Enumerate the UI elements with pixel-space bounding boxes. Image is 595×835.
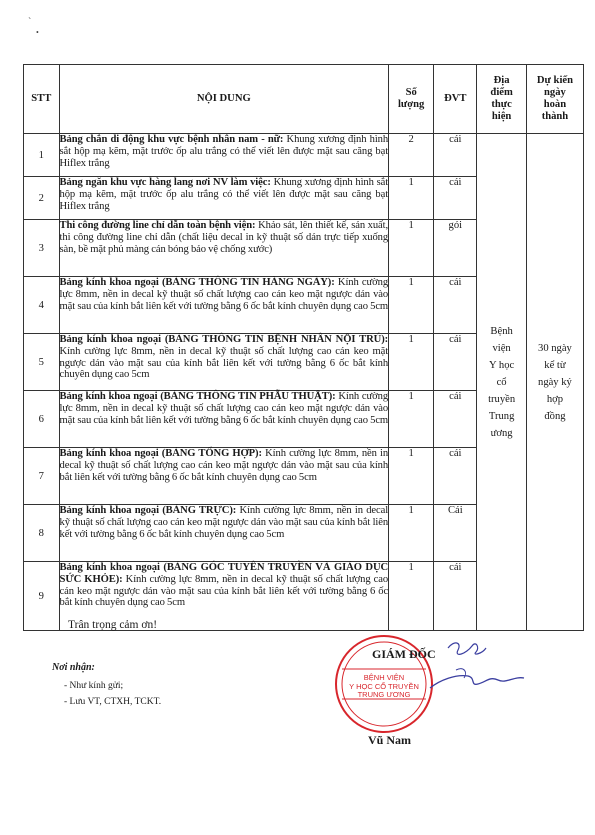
header-place: Địa điểm thực hiện xyxy=(477,65,527,134)
item-title: Bảng kính khoa ngoại (BẢNG THÔNG TIN HÀNG NGÀY): xyxy=(59,277,335,288)
row-unit: gói xyxy=(434,220,477,277)
row-content xyxy=(59,277,389,334)
scan-dot: • xyxy=(36,28,39,37)
item-description: Kính cường lực 8mm, nền in decal kỹ thuật số chất lượng cao cán keo mặt ngược dán vào mặt sau của kính bắt liên kết với tường bằng 6 ốc bắt kính chuyên dụng cao 5cm xyxy=(59,573,389,609)
row-number: 8 xyxy=(24,505,60,562)
expected-completion: 30 ngày kể từ ngày ký hợp đồng xyxy=(526,134,583,631)
row-quantity: 1 xyxy=(389,177,434,220)
item-title: Bảng ngăn khu vực hàng lang nơi NV làm việc: xyxy=(59,177,271,188)
row-quantity: 1 xyxy=(389,334,434,391)
recipients-title: Nơi nhận: xyxy=(52,662,95,673)
handwritten-signature xyxy=(420,636,560,706)
row-quantity: 2 xyxy=(389,134,434,177)
item-description: Kính cường lực 8mm, nền in decal kỹ thuật số chất lượng cao cán keo mặt ngược dán vào mặt sau của kính bắt liên kết với tường bằng 6 ốc bắt kính chuyên dụng cao 5cm xyxy=(59,277,389,312)
item-description: Khung xương định hình sắt hộp mạ kẽm, mặt trước ốp alu trắng có thể viết lên được mặt sau căng bạt Hiflex trắng xyxy=(59,177,389,212)
row-quantity: 1 xyxy=(389,505,434,562)
item-description: Kính cường lực 8mm, nền in decal kỹ thuật số chất lượng cao cán keo mặt ngược dán vào mặt sau của kính bắt liên kết với tường bằng 6 ốc bắt kính chuyên dụng cao 5cm xyxy=(59,505,389,540)
recipient-item: - Lưu VT, CTXH, TCKT. xyxy=(64,697,162,707)
row-unit: cái xyxy=(434,134,477,177)
item-description: Khảo sát, lên thiết kế, sản xuất, thi công đường line chỉ dẫn (chất liệu decal in kỹ thuật số dán trực tiếp xuống sàn, bề mặt phủ màng cán bóng bảo vệ chống xước) xyxy=(59,220,389,255)
row-unit: cái xyxy=(434,177,477,220)
item-title: Bảng kính khoa ngoại (BẢNG GÓC TUYÊN TRUYỀN VÀ GIÁO DỤC SỨC KHỎE): xyxy=(59,562,389,585)
row-number: 4 xyxy=(24,277,60,334)
row-number: 5 xyxy=(24,334,60,391)
row-content xyxy=(59,448,389,505)
closing-thanks: Trân trọng cảm ơn! xyxy=(68,619,158,631)
row-quantity: 1 xyxy=(389,220,434,277)
table-header-row xyxy=(24,65,584,134)
item-description: Kính cường lực 8mm, nền in decal kỹ thuật số chất lượng cao cán keo mặt ngược dán vào mặt sau của kính bắt liên kết với tường bằng 6 ốc bắt kính chuyên dụng cao 5cm xyxy=(59,345,389,381)
row-number: 1 xyxy=(24,134,60,177)
row-content xyxy=(59,220,389,277)
row-unit: cái xyxy=(434,277,477,334)
item-title: Bảng kính khoa ngoại (BẢNG TRỰC): xyxy=(59,505,237,516)
item-title: Thi công đường line chỉ dẫn toàn bệnh viện: xyxy=(59,220,256,231)
header-content: NỘI DUNG xyxy=(59,65,389,134)
item-description: Kính cường lực 8mm, nền in decal kỹ thuật số chất lượng cao cán keo mặt ngược dán vào mặt sau của kính bắt liên kết với tường bằng 6 ốc bắt kính chuyên dụng cao 5cm xyxy=(59,391,389,426)
row-content xyxy=(59,505,389,562)
row-number: 3 xyxy=(24,220,60,277)
scan-mark: ` xyxy=(28,17,32,28)
row-number: 6 xyxy=(24,391,60,448)
table-row xyxy=(24,134,584,177)
row-unit: cái xyxy=(434,334,477,391)
item-title: Bảng kính khoa ngoại (BẢNG THÔNG TIN PHẪU THUẬT): xyxy=(59,391,336,402)
item-title: Bảng kính khoa ngoại (BẢNG THÔNG TIN BỆNH NHÂN NỘI TRÚ): xyxy=(59,334,389,345)
work-items-table xyxy=(23,64,584,631)
row-unit: cái xyxy=(434,391,477,448)
row-unit: cái xyxy=(434,448,477,505)
row-content xyxy=(59,134,389,177)
header-qty: Số lượng xyxy=(389,65,434,134)
row-quantity: 1 xyxy=(389,448,434,505)
row-content xyxy=(59,177,389,220)
signer-name: Vũ Nam xyxy=(368,733,412,747)
row-unit: cái xyxy=(434,562,477,631)
row-content xyxy=(59,391,389,448)
item-title: Bảng kính khoa ngoại (BẢNG TỔNG HỢP): xyxy=(59,448,262,459)
item-description: Khung xương định hình sắt hộp mạ kẽm, mặt trước ốp alu trắng có thể viết lên được mặt sau căng bạt Hiflex trắng xyxy=(59,134,389,169)
signer-title: GIÁM ĐỐC xyxy=(372,647,436,661)
header-unit: ĐVT xyxy=(434,65,477,134)
row-number: 2 xyxy=(24,177,60,220)
implementation-place: Bệnh viện Y học cổ truyền Trung ương xyxy=(477,134,527,631)
recipients-list xyxy=(64,678,161,710)
header-stt: STT xyxy=(24,65,60,134)
row-quantity: 1 xyxy=(389,562,434,631)
stamp-line: Y HỌC CỔ TRUYỀN xyxy=(349,682,419,691)
stamp-line: BỆNH VIỆN xyxy=(363,673,405,682)
row-number: 7 xyxy=(24,448,60,505)
row-quantity: 1 xyxy=(389,277,434,334)
item-description: Kính cường lực 8mm, nền in decal kỹ thuật số chất lượng cao cán keo mặt ngược dán vào mặt sau của kính bắt liên kết với tường bằng 6 ốc bắt kính chuyên dụng cao 5cm xyxy=(59,448,389,483)
stamp-line: TRUNG ƯƠNG xyxy=(357,690,411,699)
row-number: 9 xyxy=(24,562,60,631)
item-title: Bảng chắn di động khu vực bệnh nhân nam - nữ: xyxy=(59,134,284,145)
row-content xyxy=(59,334,389,391)
header-completion: Dự kiến ngày hoàn thành xyxy=(526,65,583,134)
row-quantity: 1 xyxy=(389,391,434,448)
recipient-item: - Như kính gửi; xyxy=(64,681,124,691)
row-unit: Cái xyxy=(434,505,477,562)
